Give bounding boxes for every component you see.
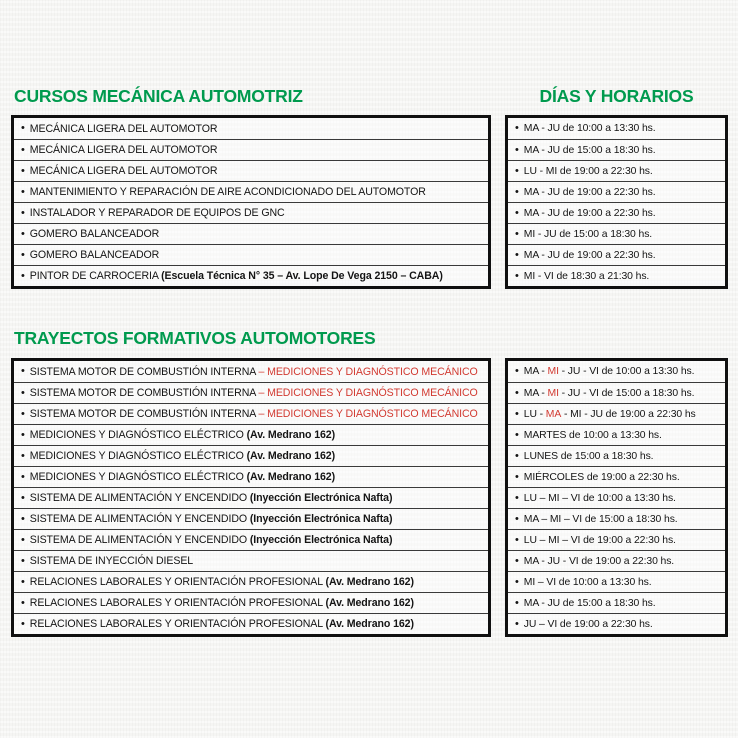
schedule-text: MA - <box>523 387 548 399</box>
course-text: RELACIONES LABORALES Y ORIENTACIÓN PROFESIONAL <box>29 576 326 588</box>
course-cell <box>14 382 488 403</box>
schedule-text: LU – MI – VI de 10:00 a 13:30 hs. <box>523 492 676 504</box>
bullet-icon: • <box>21 470 25 483</box>
course-cell <box>14 424 488 445</box>
bullet-icon: • <box>21 407 25 420</box>
schedule-cell <box>508 361 725 382</box>
course-cell <box>14 466 488 487</box>
course-cell <box>14 118 488 139</box>
course-cell <box>14 244 488 265</box>
bullet-icon: • <box>515 185 519 198</box>
schedule-cell <box>508 202 725 223</box>
schedule-cell <box>508 487 725 508</box>
schedule-cell <box>508 139 725 160</box>
course-cell <box>14 181 488 202</box>
schedule-text: MA - JU - VI de 19:00 a 22:30 hs. <box>523 555 675 567</box>
course-cell <box>14 223 488 244</box>
bullet-icon: • <box>21 428 25 441</box>
section1-titles-row <box>11 86 728 106</box>
schedule-cell <box>508 592 725 613</box>
section1-schedule-title: DÍAS Y HORARIOS <box>539 86 694 106</box>
schedule-cell <box>508 424 725 445</box>
schedule-text: MA - JU de 19:00 a 22:30 hs. <box>523 249 656 261</box>
schedule-cell <box>508 160 725 181</box>
bullet-icon: • <box>515 470 519 483</box>
course-cell <box>14 571 488 592</box>
schedule-text: MA - JU de 19:00 a 22:30 hs. <box>523 207 656 219</box>
bullet-icon: • <box>21 449 25 462</box>
course-cell <box>14 403 488 424</box>
schedule-cell <box>508 613 725 634</box>
bullet-icon: • <box>515 491 519 504</box>
bullet-icon: • <box>21 269 25 282</box>
course-text: SISTEMA DE ALIMENTACIÓN Y ENCENDIDO <box>29 513 250 525</box>
schedule-cell <box>508 265 725 286</box>
course-text: (Av. Medrano 162) <box>325 618 414 630</box>
course-text: – MEDICIONES Y DIAGNÓSTICO MECÁNICO <box>258 387 478 399</box>
schedule-text: MIÉRCOLES de 19:00 a 22:30 hs. <box>523 471 680 483</box>
schedule-cell <box>508 403 725 424</box>
schedule-cell <box>508 223 725 244</box>
schedule-text: MI <box>547 366 559 377</box>
bullet-icon: • <box>515 248 519 261</box>
course-cell <box>14 508 488 529</box>
course-cell <box>14 550 488 571</box>
bullet-icon: • <box>515 596 519 609</box>
bullet-icon: • <box>515 428 519 441</box>
bullet-icon: • <box>515 512 519 525</box>
schedule-text: MA – MI – VI de 15:00 a 18:30 hs. <box>523 513 678 525</box>
course-text: MANTENIMIENTO Y REPARACIÓN DE AIRE ACONDICIONADO DEL AUTOMOTOR <box>29 186 426 198</box>
schedule-text: - MI - JU de 19:00 a 22:30 hs <box>561 408 696 420</box>
bullet-icon: • <box>21 575 25 588</box>
bullet-icon: • <box>515 554 519 567</box>
schedule-text: MA - <box>523 366 548 377</box>
course-text: (Av. Medrano 162) <box>246 471 335 483</box>
course-text: MEDICIONES Y DIAGNÓSTICO ELÉCTRICO <box>29 429 247 441</box>
course-text: PINTOR DE CARROCERIA <box>29 270 162 282</box>
schedule-cell <box>508 244 725 265</box>
schedule-text: MA - JU de 10:00 a 13:30 hs. <box>523 123 656 134</box>
section1-schedules-table <box>505 115 728 289</box>
schedule-text: - JU - VI de 15:00 a 18:30 hs. <box>558 387 695 399</box>
bullet-icon: • <box>515 386 519 399</box>
section2-title: TRAYECTOS FORMATIVOS AUTOMOTORES <box>14 328 376 348</box>
bullet-icon: • <box>21 185 25 198</box>
course-text: INSTALADOR Y REPARADOR DE EQUIPOS DE GNC <box>29 207 285 219</box>
schedule-cell <box>508 571 725 592</box>
bullet-icon: • <box>21 554 25 567</box>
course-cell <box>14 529 488 550</box>
bullet-icon: • <box>515 575 519 588</box>
bullet-icon: • <box>21 164 25 177</box>
schedule-text: MA - JU de 15:00 a 18:30 hs. <box>523 144 656 156</box>
section2-schedules-table <box>505 358 728 637</box>
bullet-icon: • <box>21 596 25 609</box>
section1-title: CURSOS MECÁNICA AUTOMOTRIZ <box>14 86 303 106</box>
course-cell <box>14 487 488 508</box>
section-trayectos-formativos <box>11 328 728 637</box>
schedule-cell <box>508 466 725 487</box>
course-text: SISTEMA MOTOR DE COMBUSTIÓN INTERNA <box>29 387 259 399</box>
bullet-icon: • <box>515 143 519 156</box>
course-text: RELACIONES LABORALES Y ORIENTACIÓN PROFESIONAL <box>29 597 326 609</box>
course-text: GOMERO BALANCEADOR <box>29 249 160 261</box>
section2-courses-table <box>11 358 491 637</box>
bullet-icon: • <box>21 365 25 377</box>
course-cell <box>14 445 488 466</box>
schedule-text: MA <box>545 408 562 420</box>
bullet-icon: • <box>21 122 25 134</box>
bullet-icon: • <box>21 206 25 219</box>
schedule-text: MI <box>547 387 559 399</box>
course-text: MECÁNICA LIGERA DEL AUTOMOTOR <box>29 122 218 135</box>
course-text: RELACIONES LABORALES Y ORIENTACIÓN PROFESIONAL <box>29 618 326 630</box>
course-text: MECÁNICA LIGERA DEL AUTOMOTOR <box>29 144 218 156</box>
course-text: SISTEMA DE ALIMENTACIÓN Y ENCENDIDO <box>29 492 250 504</box>
course-text: (Escuela Técnica N° 35 – Av. Lope De Vega 2150 – CABA) <box>161 270 443 282</box>
bullet-icon: • <box>515 122 519 134</box>
bullet-icon: • <box>515 449 519 462</box>
schedule-text: MI - VI de 18:30 a 21:30 hs. <box>523 270 650 282</box>
schedule-cell <box>508 550 725 571</box>
section1-courses-table <box>11 115 491 289</box>
course-cell <box>14 265 488 286</box>
bullet-icon: • <box>21 512 25 525</box>
schedule-cell <box>508 118 725 139</box>
schedule-text: JU – VI de 19:00 a 22:30 hs. <box>523 618 653 630</box>
bullet-icon: • <box>515 407 519 420</box>
course-text: SISTEMA MOTOR DE COMBUSTIÓN INTERNA <box>29 408 259 420</box>
bullet-icon: • <box>21 617 25 630</box>
bullet-icon: • <box>515 164 519 177</box>
schedule-text: LUNES de 15:00 a 18:30 hs. <box>523 450 654 462</box>
course-text: SISTEMA MOTOR DE COMBUSTIÓN INTERNA <box>29 365 259 378</box>
course-cell <box>14 613 488 634</box>
course-text: (Av. Medrano 162) <box>246 429 335 441</box>
section-cursos-mecanica <box>11 86 728 289</box>
course-text: (Inyección Electrónica Nafta) <box>249 492 393 504</box>
bullet-icon: • <box>515 227 519 240</box>
course-text: (Av. Medrano 162) <box>325 597 414 609</box>
schedule-text: MI - JU de 15:00 a 18:30 hs. <box>523 228 653 240</box>
schedule-text: MA - JU de 15:00 a 18:30 hs. <box>523 597 656 609</box>
schedule-text: LU – MI – VI de 19:00 a 22:30 hs. <box>523 534 676 546</box>
course-text: MEDICIONES Y DIAGNÓSTICO ELÉCTRICO <box>29 471 247 483</box>
bullet-icon: • <box>21 386 25 399</box>
schedule-cell <box>508 445 725 466</box>
course-text: SISTEMA DE INYECCIÓN DIESEL <box>29 555 194 567</box>
course-cell <box>14 202 488 223</box>
course-text: – MEDICIONES Y DIAGNÓSTICO MECÁNICO <box>258 408 478 420</box>
course-text: SISTEMA DE ALIMENTACIÓN Y ENCENDIDO <box>29 534 250 546</box>
bullet-icon: • <box>21 227 25 240</box>
schedule-cell <box>508 382 725 403</box>
bullet-icon: • <box>21 143 25 156</box>
bullet-icon: • <box>21 248 25 261</box>
bullet-icon: • <box>515 533 519 546</box>
bullet-icon: • <box>515 617 519 630</box>
bullet-icon: • <box>21 491 25 504</box>
bullet-icon: • <box>515 206 519 219</box>
course-text: MEDICIONES Y DIAGNÓSTICO ELÉCTRICO <box>29 450 247 462</box>
schedule-text: LU - <box>523 408 546 420</box>
schedule-text: MI – VI de 10:00 a 13:30 hs. <box>523 576 652 588</box>
schedule-cell <box>508 181 725 202</box>
course-text: (Av. Medrano 162) <box>246 450 335 462</box>
course-text: (Inyección Electrónica Nafta) <box>249 513 393 525</box>
course-cell <box>14 592 488 613</box>
course-cell <box>14 139 488 160</box>
bullet-icon: • <box>515 365 519 377</box>
course-text: – MEDICIONES Y DIAGNÓSTICO MECÁNICO <box>258 365 478 378</box>
bullet-icon: • <box>21 533 25 546</box>
schedule-text: MARTES de 10:00 a 13:30 hs. <box>523 429 662 441</box>
course-text: (Inyección Electrónica Nafta) <box>249 534 393 546</box>
course-cell <box>14 160 488 181</box>
course-text: (Av. Medrano 162) <box>325 576 414 588</box>
bullet-icon: • <box>515 269 519 282</box>
schedule-cell <box>508 508 725 529</box>
schedule-cell <box>508 529 725 550</box>
section1-tables <box>11 115 728 289</box>
course-cell <box>14 361 488 382</box>
schedule-text: - JU - VI de 10:00 a 13:30 hs. <box>558 366 695 377</box>
schedule-text: MA - JU de 19:00 a 22:30 hs. <box>523 186 656 198</box>
course-text: MECÁNICA LIGERA DEL AUTOMOTOR <box>29 165 218 177</box>
section2-tables <box>11 358 728 637</box>
schedule-text: LU - MI de 19:00 a 22:30 hs. <box>523 165 653 177</box>
course-text: GOMERO BALANCEADOR <box>29 228 160 240</box>
